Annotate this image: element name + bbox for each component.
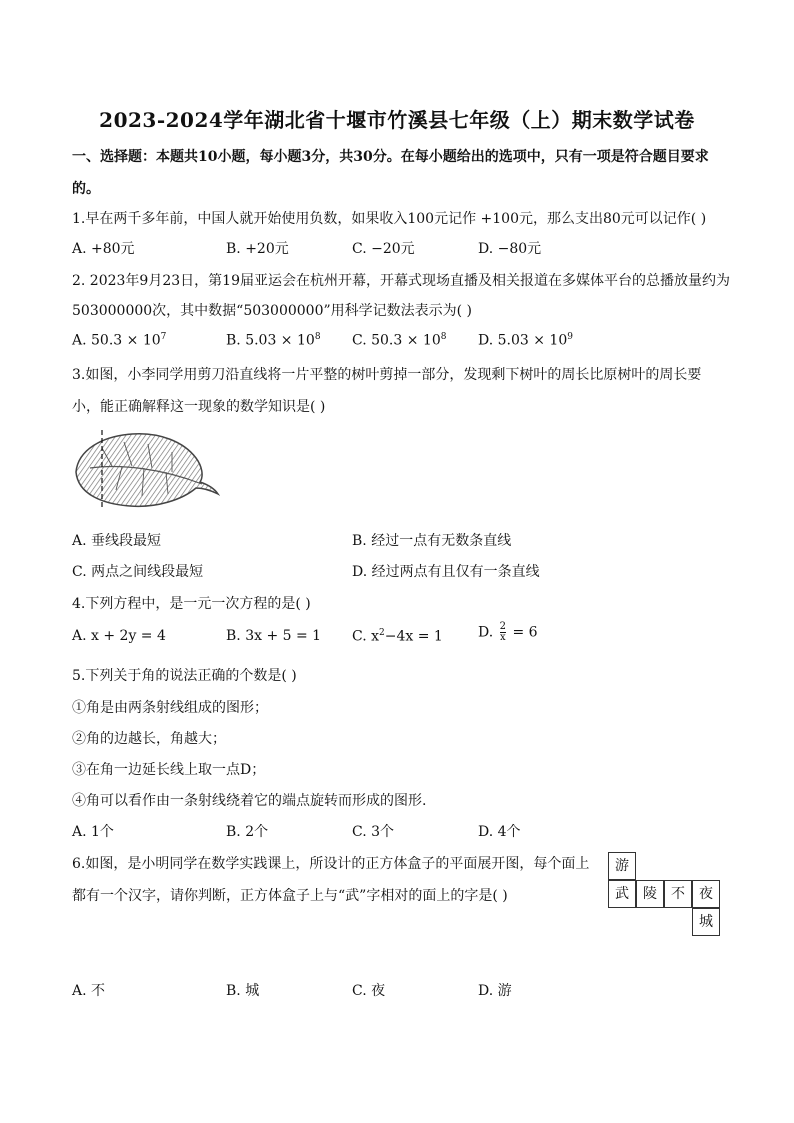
q5-option-c[interactable]: C. 3个 (352, 824, 395, 840)
q1-option-d[interactable]: D. −80元 (478, 241, 542, 257)
net-cell-ling: 陵 (636, 880, 664, 908)
q4-option-d-rest: = 6 (508, 624, 538, 641)
section-heading-line2: 的。 (72, 181, 100, 197)
q6-option-a[interactable]: A. 不 (72, 983, 106, 999)
q5-item-3: ③在角一边延长线上取一点D； (72, 762, 266, 778)
q3-stem-line2: 小，能正确解释这一现象的数学知识是( ) (72, 399, 326, 415)
q3-option-d[interactable]: D. 经过两点有且仅有一条直线 (352, 564, 540, 580)
q6-option-d[interactable]: D. 游 (478, 983, 512, 999)
q4-option-b[interactable]: B. 3x + 5 = 1 (226, 628, 322, 644)
q4-option-c-base: C. x (352, 628, 380, 645)
q3-stem-line1: 3.如图，小李同学用剪刀沿直线将一片平整的树叶剪掉一部分，发现剩下树叶的周长比原树叶的周长要 (72, 367, 702, 383)
q5-stem: 5.下列关于角的说法正确的个数是( ) (72, 668, 297, 684)
q4-option-d[interactable] (478, 622, 538, 643)
q2-option-c-base: C. 50.3 × 10 (352, 332, 441, 349)
q3-option-c[interactable]: C. 两点之间线段最短 (72, 564, 204, 580)
q4-option-d-denominator: x (500, 632, 506, 643)
q2-option-d[interactable] (478, 332, 573, 349)
q5-item-1: ①角是由两条射线组成的图形； (72, 700, 268, 716)
q4-option-d-label: D. (478, 624, 498, 641)
q1-option-b[interactable]: B. +20元 (226, 241, 289, 257)
q4-option-d-numerator: 2 (499, 621, 507, 632)
q3-option-a[interactable]: A. 垂线段最短 (72, 533, 162, 549)
q2-option-b[interactable] (226, 332, 321, 349)
net-cell-wu: 武 (608, 880, 636, 908)
q5-option-d[interactable]: D. 4个 (478, 824, 521, 840)
q2-option-a-base: A. 50.3 × 10 (72, 332, 161, 349)
q4-stem: 4.下列方程中，是一元一次方程的是( ) (72, 596, 311, 612)
net-cell-you: 游 (608, 852, 636, 880)
cut-leaf-figure (72, 428, 220, 512)
q5-option-b[interactable]: B. 2个 (226, 824, 269, 840)
q2-stem-line2: 503000000次，其中数据“503000000”用科学记数法表示为( ) (72, 303, 473, 319)
net-cell-ye: 夜 (692, 880, 720, 908)
q4-option-c[interactable] (352, 628, 443, 645)
q4-option-c-exponent: 2 (379, 628, 385, 638)
page-title: 2023-2024学年湖北省十堰市竹溪县七年级（上）期末数学试卷 (99, 108, 695, 132)
q2-option-a[interactable] (72, 332, 166, 349)
q2-option-d-exponent: 9 (567, 332, 573, 342)
q1-option-a[interactable]: A. +80元 (72, 241, 135, 257)
section-heading-line1: 一、选择题：本题共10小题，每小题3分，共30分。在每小题给出的选项中，只有一项是符合题目要求 (72, 149, 709, 165)
q6-option-b[interactable]: B. 城 (226, 983, 260, 999)
q2-stem-line1: 2. 2023年9月23日，第19届亚运会在杭州开幕，开幕式现场直播及相关报道在多媒体平台的总播放量约为 (72, 273, 730, 289)
q2-option-c-exponent: 8 (440, 332, 447, 342)
q2-option-d-base: D. 5.03 × 10 (478, 332, 568, 349)
net-cell-bu: 不 (664, 880, 692, 908)
q4-option-a[interactable]: A. x + 2y = 4 (72, 628, 166, 644)
net-cell-cheng: 城 (692, 908, 720, 936)
q6-option-c[interactable]: C. 夜 (352, 983, 386, 999)
q2-option-c[interactable] (352, 332, 446, 349)
q2-option-b-base: B. 5.03 × 10 (226, 332, 315, 349)
q5-option-a[interactable]: A. 1个 (72, 824, 114, 840)
q6-stem-line2: 都有一个汉字，请你判断，正方体盒子上与“武”字相对的面上的字是( ) (72, 888, 508, 904)
q6-stem-line1: 6.如图，是小明同学在数学实践课上，所设计的正方体盒子的平面展开图，每个面上 (72, 856, 590, 872)
q4-option-c-rest: −4x = 1 (384, 628, 443, 645)
q1-stem: 1.早在两千多年前，中国人就开始使用负数，如果收入100元记作 +100元，那么支出80元可以记作( ) (72, 211, 707, 227)
q1-option-c[interactable]: C. −20元 (352, 241, 415, 257)
q5-item-2: ②角的边越长，角越大； (72, 731, 226, 747)
q5-item-4: ④角可以看作由一条射线绕着它的端点旋转而形成的图形. (72, 793, 427, 809)
q2-option-b-exponent: 8 (314, 332, 321, 342)
q3-option-b[interactable]: B. 经过一点有无数条直线 (352, 533, 512, 549)
q4-option-d-fraction (500, 622, 506, 643)
q2-option-a-exponent: 7 (160, 332, 167, 342)
